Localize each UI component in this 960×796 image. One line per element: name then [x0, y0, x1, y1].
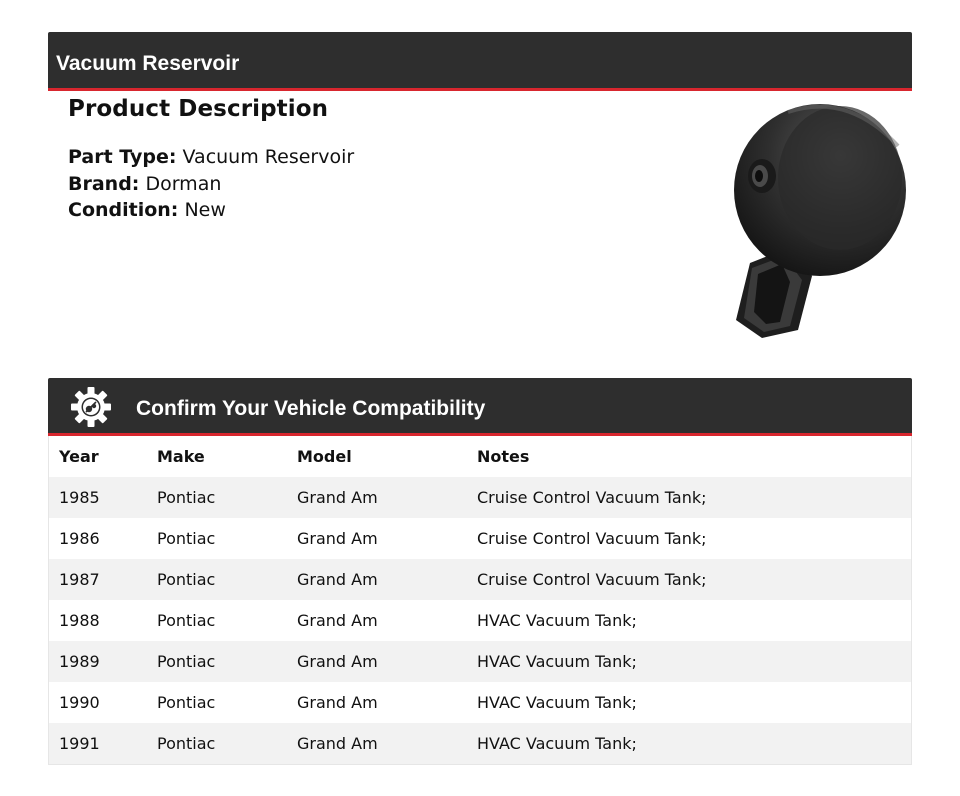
- table-row: [49, 641, 911, 682]
- cell-make: Pontiac: [157, 734, 216, 753]
- cell-make: Pontiac: [157, 570, 216, 589]
- cell-year: 1990: [59, 693, 100, 712]
- spec-condition: [68, 197, 354, 224]
- cell-make: Pontiac: [157, 693, 216, 712]
- description-heading: Product Description: [68, 96, 329, 122]
- product-image: [728, 98, 908, 338]
- cell-notes: Cruise Control Vacuum Tank;: [477, 529, 707, 548]
- table-row: [49, 723, 911, 764]
- cell-model: Grand Am: [297, 693, 378, 712]
- spec-label: Part Type:: [68, 146, 177, 168]
- spec-label: Brand:: [68, 172, 140, 195]
- column-header-make: Make: [157, 447, 205, 466]
- gear-icon: [70, 386, 112, 428]
- cell-model: Grand Am: [297, 529, 378, 548]
- table-row: [49, 518, 911, 559]
- spec-label: Condition:: [68, 199, 179, 221]
- cell-notes: Cruise Control Vacuum Tank;: [477, 488, 707, 507]
- product-title: Vacuum Reservoir: [56, 52, 240, 75]
- compatibility-header: [48, 378, 912, 436]
- product-description: [68, 96, 354, 224]
- table-row: [49, 682, 911, 723]
- cell-notes: HVAC Vacuum Tank;: [477, 652, 637, 671]
- product-title-bar: [48, 32, 912, 91]
- spec-value: Dorman: [145, 172, 222, 195]
- cell-year: 1986: [59, 529, 100, 548]
- column-header-year: Year: [59, 447, 99, 466]
- spec-value: Vacuum Reservoir: [182, 146, 355, 168]
- table-row: [49, 477, 911, 518]
- cell-make: Pontiac: [157, 611, 216, 630]
- cell-model: Grand Am: [297, 488, 378, 507]
- cell-make: Pontiac: [157, 529, 216, 548]
- cell-model: Grand Am: [297, 734, 378, 753]
- table-row: [49, 600, 911, 641]
- cell-year: 1989: [59, 652, 100, 671]
- spec-list: [68, 144, 354, 224]
- cell-notes: HVAC Vacuum Tank;: [477, 693, 637, 712]
- cell-model: Grand Am: [297, 570, 378, 589]
- compatibility-title: Confirm Your Vehicle Compatibility: [136, 397, 486, 420]
- cell-year: 1985: [59, 488, 100, 507]
- cell-make: Pontiac: [157, 652, 216, 671]
- cell-model: Grand Am: [297, 652, 378, 671]
- table-header-row: [49, 436, 911, 477]
- cell-model: Grand Am: [297, 611, 378, 630]
- table-row: [49, 559, 911, 600]
- cell-notes: HVAC Vacuum Tank;: [477, 734, 637, 753]
- column-header-model: Model: [297, 447, 352, 466]
- spec-brand: [68, 171, 354, 198]
- cell-year: 1991: [59, 734, 100, 753]
- cell-notes: HVAC Vacuum Tank;: [477, 611, 637, 630]
- compatibility-table: [48, 436, 912, 765]
- cell-year: 1987: [59, 570, 100, 589]
- cell-make: Pontiac: [157, 488, 216, 507]
- column-header-notes: Notes: [477, 447, 530, 466]
- spec-value: New: [184, 199, 226, 221]
- cell-year: 1988: [59, 611, 100, 630]
- cell-notes: Cruise Control Vacuum Tank;: [477, 570, 707, 589]
- spec-part-type: [68, 144, 354, 171]
